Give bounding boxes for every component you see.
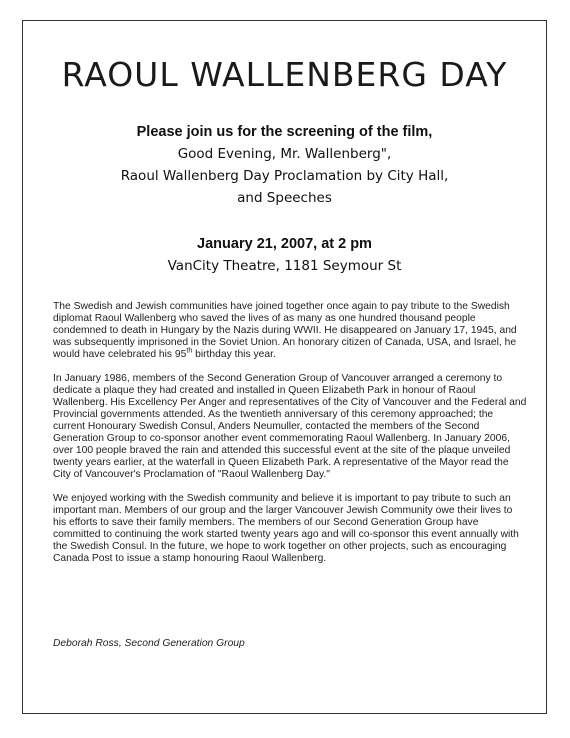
event-date: January 21, 2007, at 2 pm <box>197 236 372 252</box>
page-title: RAOUL WALLENBERG DAY <box>61 55 508 94</box>
paragraph-3: We enjoyed working with the Swedish community and believe it is important to pay tribute to such an important man. Members of our group and the larger Vancouver Jewish Community owe their lives to his efforts to save their family members. The members of our Second Generation Group have committed to continuing the work started twenty years ago and will co-sponsor this event annually with the Swedish Consul. In the future, we hope to work together on other projects, such as encouraging Canada Post to issue a stamp honouring Raoul Wallenberg. <box>53 493 519 564</box>
paragraph-1-end: birthday this year. <box>192 349 276 360</box>
film-title-line: Good Evening, Mr. Wallenberg", <box>177 146 392 162</box>
event-details <box>23 233 546 277</box>
invitation-heading: Please join us for the screening of the film, <box>136 124 433 140</box>
paragraph-1-text: The Swedish and Jewish communities have joined together once again to pay tribute to the Swedish diplomat Raoul Wallenberg who saved the lives of as many as one hundred thousand people condemned to death in Hungary by the Nazis during WWII. He disappeared on January 17, 1945, and was subsequently imprisoned in the Soviet Union. An honorary citizen of Canada, USA, and Israel, he would have celebrated his 95 <box>53 301 517 360</box>
ordinal-suffix: th <box>186 347 193 355</box>
body-text <box>53 301 528 577</box>
event-venue: VanCity Theatre, 1181 Seymour St <box>167 258 402 274</box>
signature: Deborah Ross, Second Generation Group <box>53 638 245 649</box>
paragraph-2: In January 1986, members of the Second Generation Group of Vancouver arranged a ceremony to dedicate a plaque they had created and installed in Queen Elizabeth Park in honour of Raoul Wallenberg. His Excellency Per Anger and representatives of the City of Vancouver and the Federal and Provincial governments attended. As the twentieth anniversary of this ceremony approached; the current Honourary Swedish Consul, Anders Neumuller, contacted the members of the Second Generation Group to co-sponsor another event commemorating Raoul Wallenberg. In January 2006, over 100 people braved the rain and attended this successful event at the site of the plaque unveiled twenty years earlier, at the waterfall in Queen Elizabeth Park. A representative of the Mayor read the City of Vancouver's Proclamation of "Raoul Wallenberg Day." <box>53 373 527 480</box>
paragraph-1 <box>53 301 528 361</box>
invitation-block <box>23 121 546 209</box>
speeches-line: and Speeches <box>237 190 332 206</box>
flyer-page <box>22 20 547 714</box>
proclamation-line: Raoul Wallenberg Day Proclamation by City Hall, <box>120 168 449 184</box>
